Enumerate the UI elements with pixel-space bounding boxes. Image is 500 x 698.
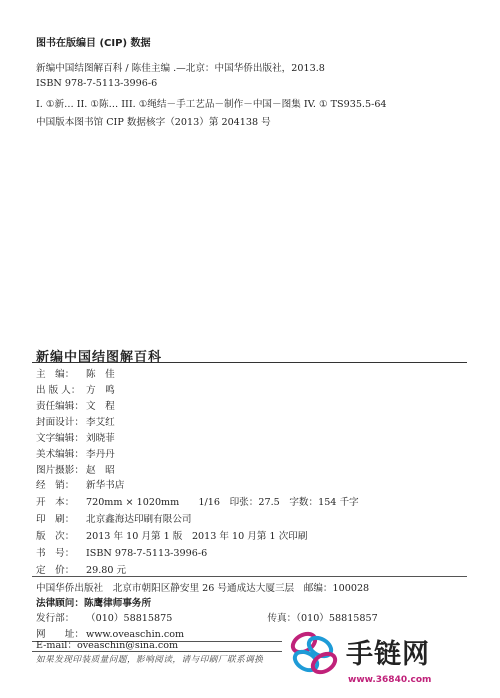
spec-label: 开 本： xyxy=(36,497,75,508)
spec-value: 720mm × 1020mm 1/16 印张：27.5 字数：154 千字 xyxy=(86,497,359,508)
spec-label: 经 销： xyxy=(36,480,75,491)
dept-label: 发行部： xyxy=(36,613,75,624)
spec-value: 新华书店 xyxy=(86,480,125,491)
credit-row xyxy=(36,430,115,444)
email-label: E-mail： xyxy=(36,640,77,651)
credit-value: 陈 佳 xyxy=(86,369,115,380)
credit-value: 赵 昭 xyxy=(86,465,115,476)
publisher-rule xyxy=(32,576,467,577)
print-notice: 如果发现印装质量问题，影响阅读，请与印刷厂联系调换 xyxy=(36,655,264,665)
credit-row xyxy=(36,366,115,380)
credit-label: 美术编辑： xyxy=(36,449,84,460)
credit-row xyxy=(36,382,115,396)
book-title: 新编中国结图解百科 xyxy=(36,350,163,365)
fax-label: 传真： xyxy=(267,613,297,624)
email-link[interactable]: oveaschin@sina.com xyxy=(76,640,179,651)
credit-label: 责任编辑： xyxy=(36,401,84,412)
credit-label: 图片摄影： xyxy=(36,465,84,476)
spec-row xyxy=(36,477,124,491)
legal-advisor: 法律顾问：陈鹰律师事务所 xyxy=(36,598,152,609)
cip-line: 新编中国结图解百科 / 陈佳主编 .—北京：中国华侨出版社，2013.8 xyxy=(36,63,325,74)
spec-row xyxy=(36,545,207,559)
publisher-address: 中国华侨出版社 北京市朝阳区静安里 26 号通成达大厦三层 邮编：100028 xyxy=(36,583,370,594)
spec-label: 版 次： xyxy=(36,531,75,542)
credit-value: 文 程 xyxy=(86,401,115,412)
spec-row xyxy=(36,511,192,525)
credit-row xyxy=(36,398,115,412)
credit-label: 主 编： xyxy=(36,369,75,380)
spec-label: 印 刷： xyxy=(36,514,75,525)
fax-number: （010）58815857 xyxy=(296,613,378,624)
credit-value: 李艾红 xyxy=(86,417,115,428)
credit-row xyxy=(36,414,115,428)
credit-value: 李丹丹 xyxy=(86,449,115,460)
cip-line: ISBN 978-7-5113-3996-6 xyxy=(36,78,158,89)
email-row xyxy=(36,637,178,651)
dept-phone: （010）58815875 xyxy=(86,613,173,624)
credit-row xyxy=(36,462,115,476)
cip-heading: 图书在版编目 (CIP) 数据 xyxy=(36,38,151,49)
chain-logo-icon xyxy=(286,627,342,677)
credit-label: 文字编辑： xyxy=(36,433,84,444)
spec-label: 书 号： xyxy=(36,548,75,559)
credit-value: 方 鸣 xyxy=(86,385,115,396)
website-link[interactable]: www.oveaschin.com xyxy=(86,629,185,640)
cip-line: 中国版本图书馆 CIP 数据核字（2013）第 204138 号 xyxy=(36,117,271,128)
credit-row xyxy=(36,446,115,460)
spec-value: 北京鑫海达印刷有限公司 xyxy=(86,514,192,525)
spec-label: 定 价： xyxy=(36,565,75,576)
spec-row xyxy=(36,562,126,576)
spec-row xyxy=(36,528,307,542)
watermark-url[interactable]: www.36840.com xyxy=(348,675,432,685)
cip-line: I. ①新… II. ①陈… III. ①绳结－手工艺品－制作－中国－图集 IV. ① TS935.5-64 xyxy=(36,99,387,110)
notice-rule xyxy=(32,651,282,652)
spec-row xyxy=(36,494,359,508)
spec-value: 2013 年 10 月第 1 版 2013 年 10 月第 1 次印刷 xyxy=(86,531,308,542)
website-label: 网 址： xyxy=(36,629,84,640)
title-rule xyxy=(32,362,467,363)
spec-value: ISBN 978-7-5113-3996-6 xyxy=(86,548,208,559)
spec-value: 29.80 元 xyxy=(86,565,127,576)
credit-value: 刘晓菲 xyxy=(86,433,115,444)
contact-row xyxy=(36,610,378,624)
credit-label: 出 版 人： xyxy=(36,385,81,396)
watermark-brand: 手链网 xyxy=(346,639,430,670)
credit-label: 封面设计： xyxy=(36,417,84,428)
